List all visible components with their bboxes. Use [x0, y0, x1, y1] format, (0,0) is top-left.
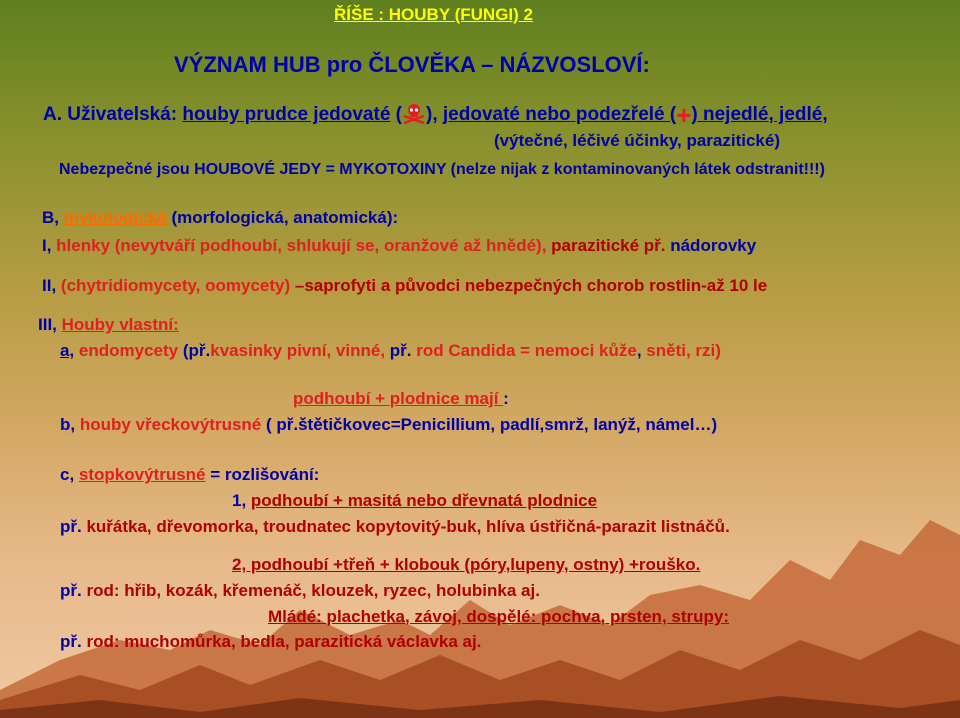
line-iii-true-fungi: Houby vlastní: — [61, 315, 179, 334]
line-pr1-prefix: př. — [60, 517, 82, 536]
line-iii-prefix: III, — [38, 315, 62, 334]
line-i-slime-molds: hlenky (nevytváří podhoubí, shlukují se, oranžové až hnědé), — [56, 236, 552, 255]
line-1-prefix: 1, — [232, 491, 251, 510]
line-podhoubi-text: podhoubí + plodnice mají — [293, 389, 504, 408]
line-a-small-prefix: a, — [60, 341, 75, 360]
line-i-parasitic: parazitické př. — [551, 236, 666, 255]
slide-title: VÝZNAM HUB pro ČLOVĚKA – NÁZVOSLOVÍ: — [174, 52, 650, 77]
line-a-yeasts: kvasinky pivní, vinné, — [210, 341, 390, 360]
line-a-pr: př. — [188, 341, 211, 360]
line-danger-mycotoxins: Nebezpečné jsou HOUBOVÉ JEDY = MYKOTOXINY (nelze nijak z kontaminovaných látek odstranit!!!) — [59, 161, 825, 178]
line-a-close-paren: ), — [426, 104, 438, 125]
line-1-podhoubi — [232, 491, 597, 511]
line-1-text: podhoubí + masitá nebo dřevnatá plodnice — [250, 491, 598, 510]
line-a-prefix: A. Uživatelská: — [43, 104, 183, 125]
line-a-deadly: houby prudce jedovaté — [182, 104, 391, 125]
slide-header: ŘÍŠE : HOUBY (FUNGI) 2 — [334, 5, 533, 24]
line-a-smuts: sněti, rzi) — [646, 341, 721, 360]
line-pr3-prefix: př. — [60, 632, 82, 651]
line-c-distinction: = rozlišování: — [205, 465, 320, 484]
line-pr1-examples: kuřátka, dřevomorka, troudnatec kopytovitý-buk, hlíva ústřičná-parazit listnáčů. — [81, 517, 730, 536]
line-pr-hrib — [60, 581, 540, 601]
line-a-endomycetes: endomycety — [74, 341, 183, 360]
line-ii-prefix: II, — [42, 276, 61, 295]
line-podhoubi-colon: : — [503, 389, 509, 408]
line-a-uzivatelska: A. Uživatelská: houby prudce jedovaté ( ), jedovaté nebo podezřelé (+) nejedlé, jedlé, — [43, 100, 828, 130]
line-a-open-paren: ( — [395, 104, 402, 125]
line-a-endomycety — [60, 341, 721, 361]
line-2-podhoubi-tren: 2, podhoubí +třeň + klobouk (póry,lupeny, ostny) +rouško. — [232, 555, 701, 574]
line-ii-chytridiomycety — [42, 276, 767, 296]
line-mlade-dospele: Mládé: plachetka, závoj, dospělé: pochva, prsten, strupy: — [268, 607, 730, 626]
line-a-open: ( — [182, 341, 189, 360]
line-a-comma: , — [636, 341, 647, 360]
line-b-pr: př. — [276, 415, 299, 434]
line-c-basidiomycetes: stopkovýtrusné — [78, 465, 206, 484]
line-a-edible: ) nejedlé, jedlé, — [691, 104, 828, 125]
line-b-open: ( — [261, 415, 277, 434]
line-i-example: nádorovky — [665, 236, 757, 255]
line-pr2-prefix: př. — [60, 581, 82, 600]
line-iii-houby-vlastni — [38, 315, 179, 335]
line-a-pr2: př. — [389, 341, 412, 360]
skull-crossbones-icon — [402, 102, 426, 130]
line-ii-saprophytes: –saprofyti a původci nebezpečných chorob rostlin-až 10 le — [290, 276, 768, 295]
line-i-hlenky — [42, 236, 756, 256]
line-pr3-examples: rod: muchomůrka, bedla, parazitická václavka aj. — [81, 632, 482, 651]
line-b-morphological: (morfologická, anatomická): — [166, 208, 399, 227]
line-b-ascomycetes: houby vřeckovýtrusné — [79, 415, 262, 434]
line-i-prefix: I, — [42, 236, 57, 255]
line-podhoubi-plodnice — [293, 389, 509, 409]
line-b-prefix: B, — [42, 208, 64, 227]
line-c-stopkovytrusne — [60, 465, 319, 485]
line-a-continued: (výtečné, léčivé účinky, parazitické) — [494, 131, 780, 150]
line-ii-groups: (chytridiomycety, oomycety) — [60, 276, 291, 295]
line-pr-kuratka — [60, 517, 730, 537]
line-c-prefix: c, — [60, 465, 79, 484]
line-b-examples: štětičkovec=Penicillium, padlí,smrž, lanýž, námel…) — [298, 415, 718, 434]
line-b-mykologicka — [42, 208, 398, 228]
line-a-candida: rod Candida = nemoci kůže — [411, 341, 637, 360]
line-b-small-prefix: b, — [60, 415, 80, 434]
line-a-poisonous: jedovaté nebo podezřelé ( — [442, 104, 677, 125]
line-b-mycological: mykologická — [63, 208, 167, 227]
line-pr-muchomurka — [60, 632, 481, 652]
line-pr2-examples: rod: hřib, kozák, křemenáč, klouzek, ryzec, holubinka aj. — [81, 581, 540, 600]
line-b-vreckovytrusne — [60, 415, 717, 435]
